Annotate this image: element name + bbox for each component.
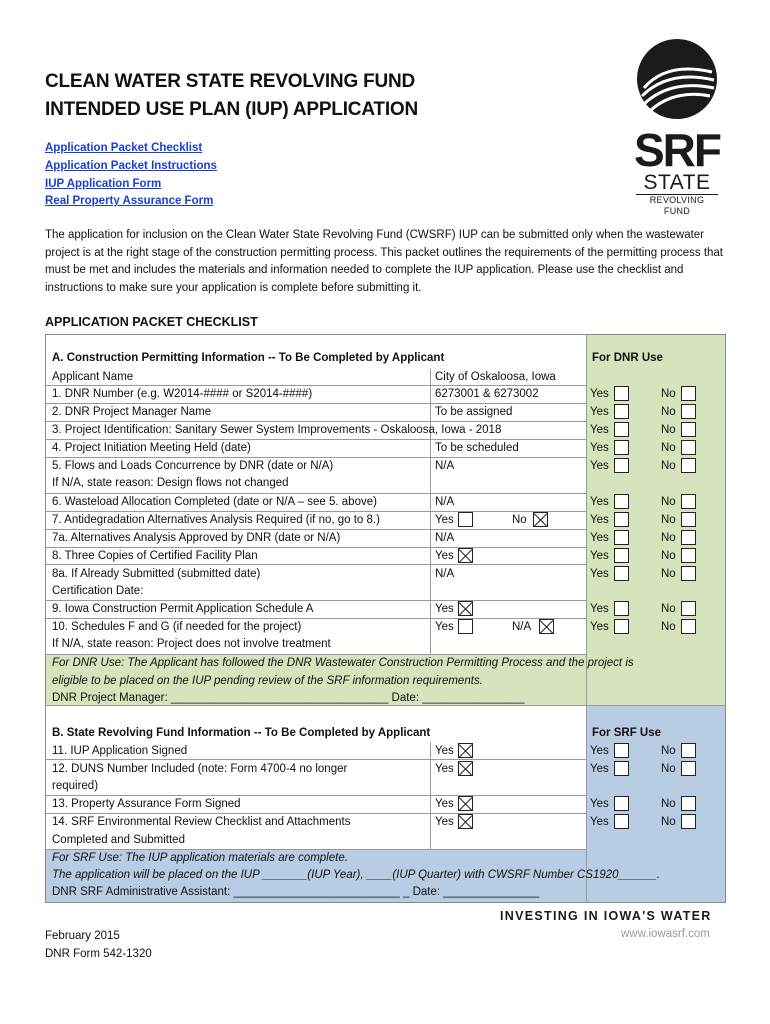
dnr-no-label: No	[661, 442, 676, 454]
srf-yes-checkbox-13[interactable]	[614, 796, 629, 811]
srf-yes-label: Yes	[590, 798, 609, 810]
row-label: 11. IUP Application Signed	[52, 745, 188, 757]
dnr-yes-label: Yes	[590, 514, 609, 526]
dnr-no-label: No	[661, 621, 676, 633]
dnr-yes-label: Yes	[590, 424, 609, 436]
row-value-2: N/A	[512, 621, 532, 633]
row-value[interactable]: To be scheduled	[435, 442, 519, 454]
link-real-property-assurance-form[interactable]: Real Property Assurance Form	[45, 195, 214, 208]
row-value: Yes	[435, 745, 454, 757]
dnr-no-label: No	[661, 568, 676, 580]
title-line-2: INTENDED USE PLAN (IUP) APPLICATION	[45, 99, 419, 120]
dnr-yes-checkbox-10[interactable]	[614, 619, 629, 634]
row-label: 13. Property Assurance Form Signed	[52, 798, 241, 810]
dnr-no-checkbox-3[interactable]	[681, 422, 696, 437]
dnr-no-checkbox-7a[interactable]	[681, 530, 696, 545]
checklist-heading: APPLICATION PACKET CHECKLIST	[45, 315, 258, 329]
row-label: 6. Wasteload Allocation Completed (date or N/A – see 5. above)	[52, 496, 377, 508]
row-label: 12. DUNS Number Included (note: Form 4700-4 no longer	[52, 763, 348, 775]
dnr-no-checkbox-1[interactable]	[681, 386, 696, 401]
document-title	[45, 68, 418, 124]
srf-yes-checkbox-14[interactable]	[614, 814, 629, 829]
row-value: Yes	[435, 798, 454, 810]
dnr-yes-label: Yes	[590, 460, 609, 472]
dnr-yes-checkbox-8a[interactable]	[614, 566, 629, 581]
checkbox-10-na[interactable]	[539, 619, 554, 634]
dnr-no-checkbox-4[interactable]	[681, 440, 696, 455]
dnr-no-checkbox-5[interactable]	[681, 458, 696, 473]
dnr-no-checkbox-7[interactable]	[681, 512, 696, 527]
title-line-1: CLEAN WATER STATE REVOLVING FUND	[45, 71, 416, 92]
footer-form-info	[45, 927, 152, 963]
row-label: 7a. Alternatives Analysis Approved by DNR (date or N/A)	[52, 532, 341, 544]
srf-yes-checkbox-11[interactable]	[614, 743, 629, 758]
row-label: 5. Flows and Loads Concurrence by DNR (date or N/A)	[52, 460, 334, 472]
dnr-no-label: No	[661, 532, 676, 544]
srf-no-label: No	[661, 745, 676, 757]
row-value: Yes	[435, 763, 454, 775]
checkbox-9-yes[interactable]	[458, 601, 473, 616]
dnr-yes-label: Yes	[590, 550, 609, 562]
dnr-no-checkbox-8a[interactable]	[681, 566, 696, 581]
logo-state-text: STATE	[643, 171, 711, 194]
row-value: Yes	[435, 550, 454, 562]
row-value: Yes	[435, 816, 454, 828]
row-label: 2. DNR Project Manager Name	[52, 406, 212, 418]
row-value: Yes	[435, 603, 454, 615]
column-divider	[586, 334, 587, 903]
dnr-yes-label: Yes	[590, 442, 609, 454]
srf-no-label: No	[661, 763, 676, 775]
srf-use-statement-2[interactable]: The application will be placed on the IUP _______(IUP Year), ____(IUP Quarter) with CWSRF Number CS1920______.	[52, 869, 661, 881]
srf-logo	[632, 38, 722, 217]
packet-links	[45, 140, 217, 211]
dnr-use-statement-2: eligible to be placed on the IUP pending review of the SRF information requirements.	[52, 675, 483, 687]
dnr-yes-checkbox-9[interactable]	[614, 601, 629, 616]
dnr-no-checkbox-9[interactable]	[681, 601, 696, 616]
row-label: 10. Schedules F and G (if needed for the project)	[52, 621, 302, 633]
checkbox-11-yes[interactable]	[458, 743, 473, 758]
row-label: 14. SRF Environmental Review Checklist and Attachments	[52, 816, 351, 828]
intro-paragraph: The application for inclusion on the Clean Water State Revolving Fund (CWSRF) IUP can be submitted only when the wastewater project is at the right stage of the construction permitting process. This packet outlines the requirements of the permitting process that must be met and includes the materials and information needed to complete the IUP application. Please use the checklist and instructions to make sure your application is complete before submitting it.	[45, 229, 723, 295]
dnr-no-label: No	[661, 424, 676, 436]
row-label: 1. DNR Number (e.g. W2014-#### or S2014-####)	[52, 388, 313, 400]
row-label: 9. Iowa Construction Permit Application Schedule A	[52, 603, 314, 615]
section-a-heading: A. Construction Permitting Information -- To Be Completed by Applicant	[52, 352, 445, 364]
srf-yes-label: Yes	[590, 745, 609, 757]
dnr-yes-label: Yes	[590, 496, 609, 508]
row-value[interactable]: N/A	[435, 532, 455, 544]
dnr-no-checkbox-2[interactable]	[681, 404, 696, 419]
link-application-packet-instructions[interactable]: Application Packet Instructions	[45, 159, 217, 172]
dnr-yes-checkbox-2[interactable]	[614, 404, 629, 419]
row-value[interactable]: N/A	[435, 568, 455, 580]
dnr-no-label: No	[661, 388, 676, 400]
dnr-no-checkbox-6[interactable]	[681, 494, 696, 509]
water-drop-logo-icon	[636, 38, 718, 120]
checkbox-8-yes[interactable]	[458, 548, 473, 563]
srf-no-checkbox-12[interactable]	[681, 761, 696, 776]
link-iup-application-form[interactable]: IUP Application Form	[45, 177, 162, 190]
row-label: 4. Project Initiation Meeting Held (date)	[52, 442, 251, 454]
dnr-yes-checkbox-7[interactable]	[614, 512, 629, 527]
checkbox-10-yes[interactable]	[458, 619, 473, 634]
checkbox-12-yes[interactable]	[458, 761, 473, 776]
dnr-yes-checkbox-6[interactable]	[614, 494, 629, 509]
srf-no-checkbox-11[interactable]	[681, 743, 696, 758]
dnr-yes-checkbox-5[interactable]	[614, 458, 629, 473]
logo-revolving-fund-text: REVOLVING FUND	[636, 194, 718, 217]
srf-yes-label: Yes	[590, 816, 609, 828]
dnr-yes-label: Yes	[590, 388, 609, 400]
dnr-yes-label: Yes	[590, 406, 609, 418]
footer-date: February 2015	[45, 930, 120, 942]
srf-use-statement-1: For SRF Use: The IUP application materials are complete.	[52, 852, 348, 864]
dnr-project-manager-line[interactable]: DNR Project Manager: __________________________________ Date: ________________	[52, 692, 525, 704]
srf-admin-assistant-line[interactable]: DNR SRF Administrative Assistant: __________________________ _ Date: _______________	[52, 886, 540, 898]
row-label: 3. Project Identification: Sanitary Sewer System Improvements - Oskaloosa, Iowa - 2018	[52, 424, 502, 436]
footer-form-number: DNR Form 542-1320	[45, 948, 152, 960]
dnr-use-heading: For DNR Use	[592, 352, 663, 364]
footer-brand-tagline: INVESTING IN IOWA'S WATER	[500, 909, 712, 923]
row-value[interactable]: N/A	[435, 496, 455, 508]
srf-no-label: No	[661, 816, 676, 828]
dnr-yes-checkbox-1[interactable]	[614, 386, 629, 401]
row-label: Certification Date:	[52, 585, 144, 597]
dnr-yes-checkbox-7a[interactable]	[614, 530, 629, 545]
row-label: 8. Three Copies of Certified Facility Plan	[52, 550, 258, 562]
srf-no-checkbox-13[interactable]	[681, 796, 696, 811]
row-label: Completed and Submitted	[52, 834, 185, 846]
row-label: If N/A, state reason: Project does not involve treatment	[52, 638, 331, 650]
row-label: required)	[52, 780, 99, 792]
dnr-yes-checkbox-8[interactable]	[614, 548, 629, 563]
row-value[interactable]: To be assigned	[435, 406, 513, 418]
row-value[interactable]: City of Oskaloosa, Iowa	[435, 371, 556, 383]
dnr-no-label: No	[661, 460, 676, 472]
footer-website-link[interactable]: www.iowasrf.com	[621, 928, 710, 940]
dnr-yes-checkbox-3[interactable]	[614, 422, 629, 437]
srf-yes-checkbox-12[interactable]	[614, 761, 629, 776]
row-value: Yes	[435, 514, 454, 526]
row-label: Applicant Name	[52, 371, 134, 383]
srf-no-checkbox-14[interactable]	[681, 814, 696, 829]
dnr-no-label: No	[661, 603, 676, 615]
checkbox-13-yes[interactable]	[458, 796, 473, 811]
checkbox-7-no[interactable]	[533, 512, 548, 527]
row-value[interactable]: N/A	[435, 460, 455, 472]
logo-srf-text: SRF	[634, 124, 720, 176]
srf-yes-label: Yes	[590, 763, 609, 775]
dnr-no-label: No	[661, 496, 676, 508]
dnr-yes-checkbox-4[interactable]	[614, 440, 629, 455]
row-label: 7. Antidegradation Alternatives Analysis Required (if no, go to 8.)	[52, 514, 380, 526]
dnr-yes-label: Yes	[590, 621, 609, 633]
dnr-yes-label: Yes	[590, 532, 609, 544]
row-label: 8a. If Already Submitted (submitted date)	[52, 568, 261, 580]
dnr-yes-label: Yes	[590, 568, 609, 580]
checkbox-7-yes[interactable]	[458, 512, 473, 527]
dnr-yes-label: Yes	[590, 603, 609, 615]
row-label: If N/A, state reason: Design flows not changed	[52, 477, 289, 489]
srf-use-heading: For SRF Use	[592, 727, 662, 739]
row-value: Yes	[435, 621, 454, 633]
dnr-no-label: No	[661, 406, 676, 418]
srf-no-label: No	[661, 798, 676, 810]
row-value[interactable]: 6273001 & 6273002	[435, 388, 539, 400]
dnr-no-label: No	[661, 550, 676, 562]
checkbox-14-yes[interactable]	[458, 814, 473, 829]
dnr-no-checkbox-10[interactable]	[681, 619, 696, 634]
section-b-heading: B. State Revolving Fund Information -- To Be Completed by Applicant	[52, 727, 431, 739]
dnr-use-statement-1: For DNR Use: The Applicant has followed the DNR Wastewater Construction Permitting Process and the project is	[52, 657, 634, 669]
link-application-packet-checklist[interactable]: Application Packet Checklist	[45, 142, 203, 154]
dnr-no-checkbox-8[interactable]	[681, 548, 696, 563]
dnr-no-label: No	[661, 514, 676, 526]
row-value-2: No	[512, 514, 527, 526]
